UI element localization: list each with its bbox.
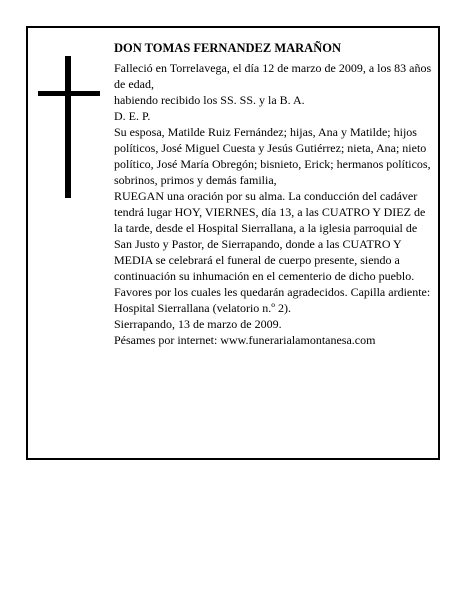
condolences-line: Pésames por internet: www.funerarialamontanesa.com bbox=[114, 333, 376, 347]
cross-horizontal-bar bbox=[38, 91, 100, 96]
deceased-name: DON TOMAS FERNANDEZ MARAÑON bbox=[114, 41, 341, 55]
obituary-notice bbox=[26, 26, 440, 460]
sacraments-line: habiendo recibido los SS. SS. y la B. A. bbox=[114, 93, 305, 107]
cross-vertical-bar bbox=[65, 56, 71, 198]
death-details: Falleció en Torrelavega, el día 12 de marzo de 2009, a los 83 años de edad, bbox=[114, 61, 432, 91]
cross-icon bbox=[38, 56, 100, 198]
dep-line: D. E. P. bbox=[114, 109, 151, 123]
family-list: Su esposa, Matilde Ruiz Fernández; hijas, Ana y Matilde; hijos políticos, José Miguel Cuesta y Jesús Gutiérrez; nieta, Ana; nieto político, José María Obregón; bisnieto, Erick; hermanos políticos, sobrinos, primos y demás familia, bbox=[114, 125, 431, 187]
place-date: Sierrapando, 13 de marzo de 2009. bbox=[114, 317, 282, 331]
funeral-details: RUEGAN una oración por su alma. La conducción del cadáver tendrá lugar HOY, VIERNES, día 13, a las CUATRO Y DIEZ de la tarde, desde el Hospital Sierrallana, a la iglesia parroquial de San Justo y Pastor, de Sierrapando, donde a las CUATRO Y MEDIA se celebrará el funeral de cuerpo presente, siendo a continuación su inhumación en el cementerio de dicho pueblo. Favores por los cuales les quedarán agradecidos. Capilla ardiente: Hospital Sierrallana (velatorio n.º 2). bbox=[114, 189, 431, 315]
notice-text bbox=[114, 40, 434, 348]
